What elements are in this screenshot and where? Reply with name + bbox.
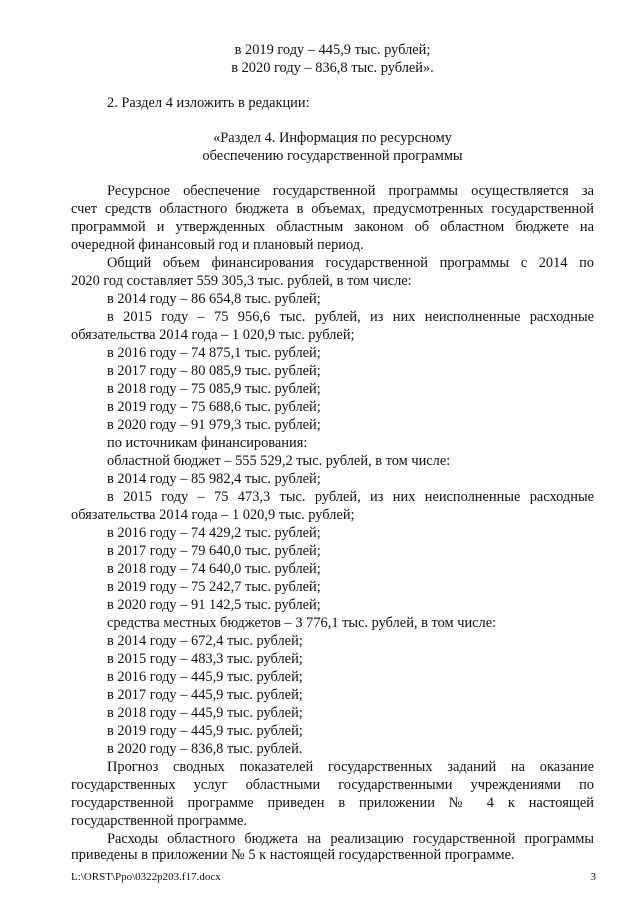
para1-line-2: счет средств областного бюджета в объемах, предусмотренных государственной xyxy=(71,201,594,217)
para4-line-2: приведены в приложении № 5 к настоящей государственной программе. xyxy=(71,847,515,863)
local-2017: в 2017 году – 445,9 тыс. рублей; xyxy=(107,687,303,703)
regional-2017: в 2017 году – 79 640,0 тыс. рублей; xyxy=(107,543,321,559)
regional-budget-total: областной бюджет – 555 529,2 тыс. рублей, в том числе: xyxy=(107,453,451,469)
regional-2015-line-1: в 2015 году – 75 473,3 тыс. рублей, из них неисполненные расходные xyxy=(107,489,594,505)
local-2014: в 2014 году – 672,4 тыс. рублей; xyxy=(107,633,303,649)
para3-line-3: государственной программе приведен в приложении № 4 к настоящей xyxy=(71,795,594,811)
total-2015-line-1: в 2015 году – 75 956,6 тыс. рублей, из них неисполненные расходные xyxy=(107,309,594,325)
para3-line-4: государственной программе. xyxy=(71,813,247,829)
para2-line-1: Общий объем финансирования государственной программы с 2014 по xyxy=(107,255,594,271)
local-2015: в 2015 году – 483,3 тыс. рублей; xyxy=(107,651,303,667)
para3-line-1: Прогноз сводных показателей государственных заданий на оказание xyxy=(107,759,594,775)
para1-line-1: Ресурсное обеспечение государственной программы осуществляется за xyxy=(107,183,594,199)
regional-2015-line-2: обязательства 2014 года – 1 020,9 тыс. рублей; xyxy=(71,507,355,523)
regional-2016: в 2016 году – 74 429,2 тыс. рублей; xyxy=(107,525,321,541)
regional-2014: в 2014 году – 85 982,4 тыс. рублей; xyxy=(107,471,321,487)
regional-2018: в 2018 году – 74 640,0 тыс. рублей; xyxy=(107,561,321,577)
total-2014: в 2014 году – 86 654,8 тыс. рублей; xyxy=(107,291,321,307)
local-2016: в 2016 году – 445,9 тыс. рублей; xyxy=(107,669,303,685)
section-title-line-1: «Раздел 4. Информация по ресурсному xyxy=(213,130,452,146)
by-sources-label: по источникам финансирования: xyxy=(107,435,308,451)
top-line-2: в 2020 году – 836,8 тыс. рублей». xyxy=(231,60,434,76)
total-2019: в 2019 году – 75 688,6 тыс. рублей; xyxy=(107,399,321,415)
total-2015-line-2: обязательства 2014 года – 1 020,9 тыс. рублей; xyxy=(71,327,355,343)
total-2018: в 2018 году – 75 085,9 тыс. рублей; xyxy=(107,381,321,397)
section-title-line-2: обеспечению государственной программы xyxy=(202,148,463,164)
total-2017: в 2017 году – 80 085,9 тыс. рублей; xyxy=(107,363,321,379)
regional-2020: в 2020 году – 91 142,5 тыс. рублей; xyxy=(107,597,321,613)
local-2018: в 2018 году – 445,9 тыс. рублей; xyxy=(107,705,303,721)
total-2016: в 2016 году – 74 875,1 тыс. рублей; xyxy=(107,345,321,361)
footer-page-number: 3 xyxy=(590,871,596,883)
footer-file-path: L:\ORST\Ppo\0322p203.f17.docx xyxy=(71,871,221,883)
item-2-heading: 2. Раздел 4 изложить в редакции: xyxy=(107,95,310,111)
para1-line-4: очередной финансовый год и плановый период. xyxy=(71,237,364,253)
total-2020: в 2020 году – 91 979,3 тыс. рублей; xyxy=(107,417,321,433)
para3-line-2: государственных услуг областными государственными учреждениями по xyxy=(71,777,594,793)
para4-line-1: Расходы областного бюджета на реализацию государственной программы xyxy=(107,831,594,847)
local-2020: в 2020 году – 836,8 тыс. рублей. xyxy=(107,741,303,757)
regional-2019: в 2019 году – 75 242,7 тыс. рублей; xyxy=(107,579,321,595)
local-2019: в 2019 году – 445,9 тыс. рублей; xyxy=(107,723,303,739)
local-budgets-total: средства местных бюджетов – 3 776,1 тыс. рублей, в том числе: xyxy=(107,615,497,631)
top-line-1: в 2019 году – 445,9 тыс. рублей; xyxy=(234,42,431,58)
para1-line-3: программой и утвержденных областным законом об областном бюджете на xyxy=(71,219,594,235)
para2-line-2: 2020 год составляет 559 305,3 тыс. рублей, в том числе: xyxy=(71,273,412,289)
